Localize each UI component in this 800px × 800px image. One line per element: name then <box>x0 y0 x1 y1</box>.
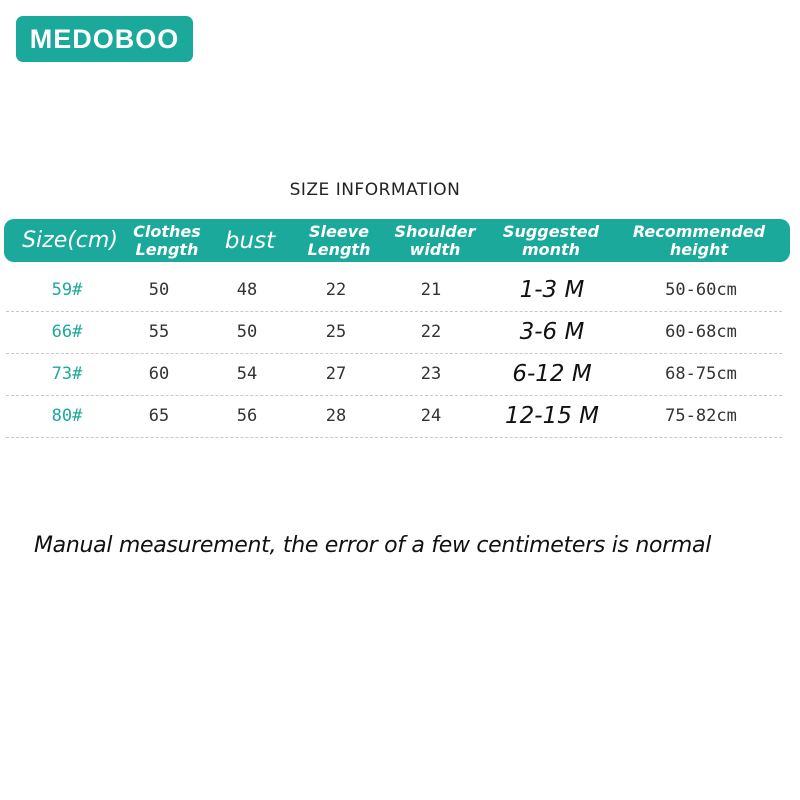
cell-recommended-height: 60-68cm <box>665 322 737 342</box>
measurement-note: Manual measurement, the error of a few centimeters is normal <box>34 533 712 558</box>
cell-shoulder-width: 21 <box>420 280 442 300</box>
cell-shoulder-width: 22 <box>420 322 442 342</box>
cell-clothes-length: 55 <box>148 322 170 342</box>
cell-bust: 50 <box>236 322 258 342</box>
cell-recommended-height: 75-82cm <box>665 406 737 426</box>
brand-logo <box>16 16 193 62</box>
cell-suggested-month: 6-12 M <box>512 361 592 387</box>
table-row <box>6 353 782 396</box>
cell-bust: 56 <box>236 406 258 426</box>
cell-shoulder-width: 23 <box>420 364 442 384</box>
header-shoulder-width: Shoulder width <box>394 221 476 259</box>
page-title: SIZE INFORMATION <box>289 180 461 200</box>
cell-shoulder-width: 24 <box>420 406 442 426</box>
cell-suggested-month: 1-3 M <box>519 277 585 303</box>
table-row <box>6 395 782 438</box>
cell-recommended-height: 50-60cm <box>665 280 737 300</box>
table-row <box>6 269 782 312</box>
cell-suggested-month: 12-15 M <box>505 403 599 429</box>
cell-suggested-month: 3-6 M <box>519 319 585 345</box>
cell-clothes-length: 60 <box>148 364 170 384</box>
header-suggested-month: Suggested month <box>502 221 600 259</box>
header-bust: bust <box>224 227 276 254</box>
cell-sleeve-length: 22 <box>325 280 347 300</box>
header-clothes-length: Clothes Length <box>133 221 201 259</box>
header-sleeve-length: Sleeve Length <box>307 221 371 259</box>
cell-sleeve-length: 27 <box>325 364 347 384</box>
cell-sleeve-length: 28 <box>325 406 347 426</box>
cell-clothes-length: 50 <box>148 280 170 300</box>
cell-sleeve-length: 25 <box>325 322 347 342</box>
header-recommended-height: Recommended height <box>632 221 766 259</box>
cell-size: 80# <box>51 406 83 426</box>
size-table-header <box>4 219 790 262</box>
cell-bust: 48 <box>236 280 258 300</box>
cell-recommended-height: 68-75cm <box>665 364 737 384</box>
brand-logo-text: MEDOBOO <box>29 23 180 54</box>
cell-size: 66# <box>51 322 83 342</box>
cell-size: 73# <box>51 364 83 384</box>
table-row <box>6 311 782 354</box>
cell-size: 59# <box>51 280 83 300</box>
header-size: Size(cm) <box>22 227 118 253</box>
cell-clothes-length: 65 <box>148 406 170 426</box>
cell-bust: 54 <box>236 364 258 384</box>
